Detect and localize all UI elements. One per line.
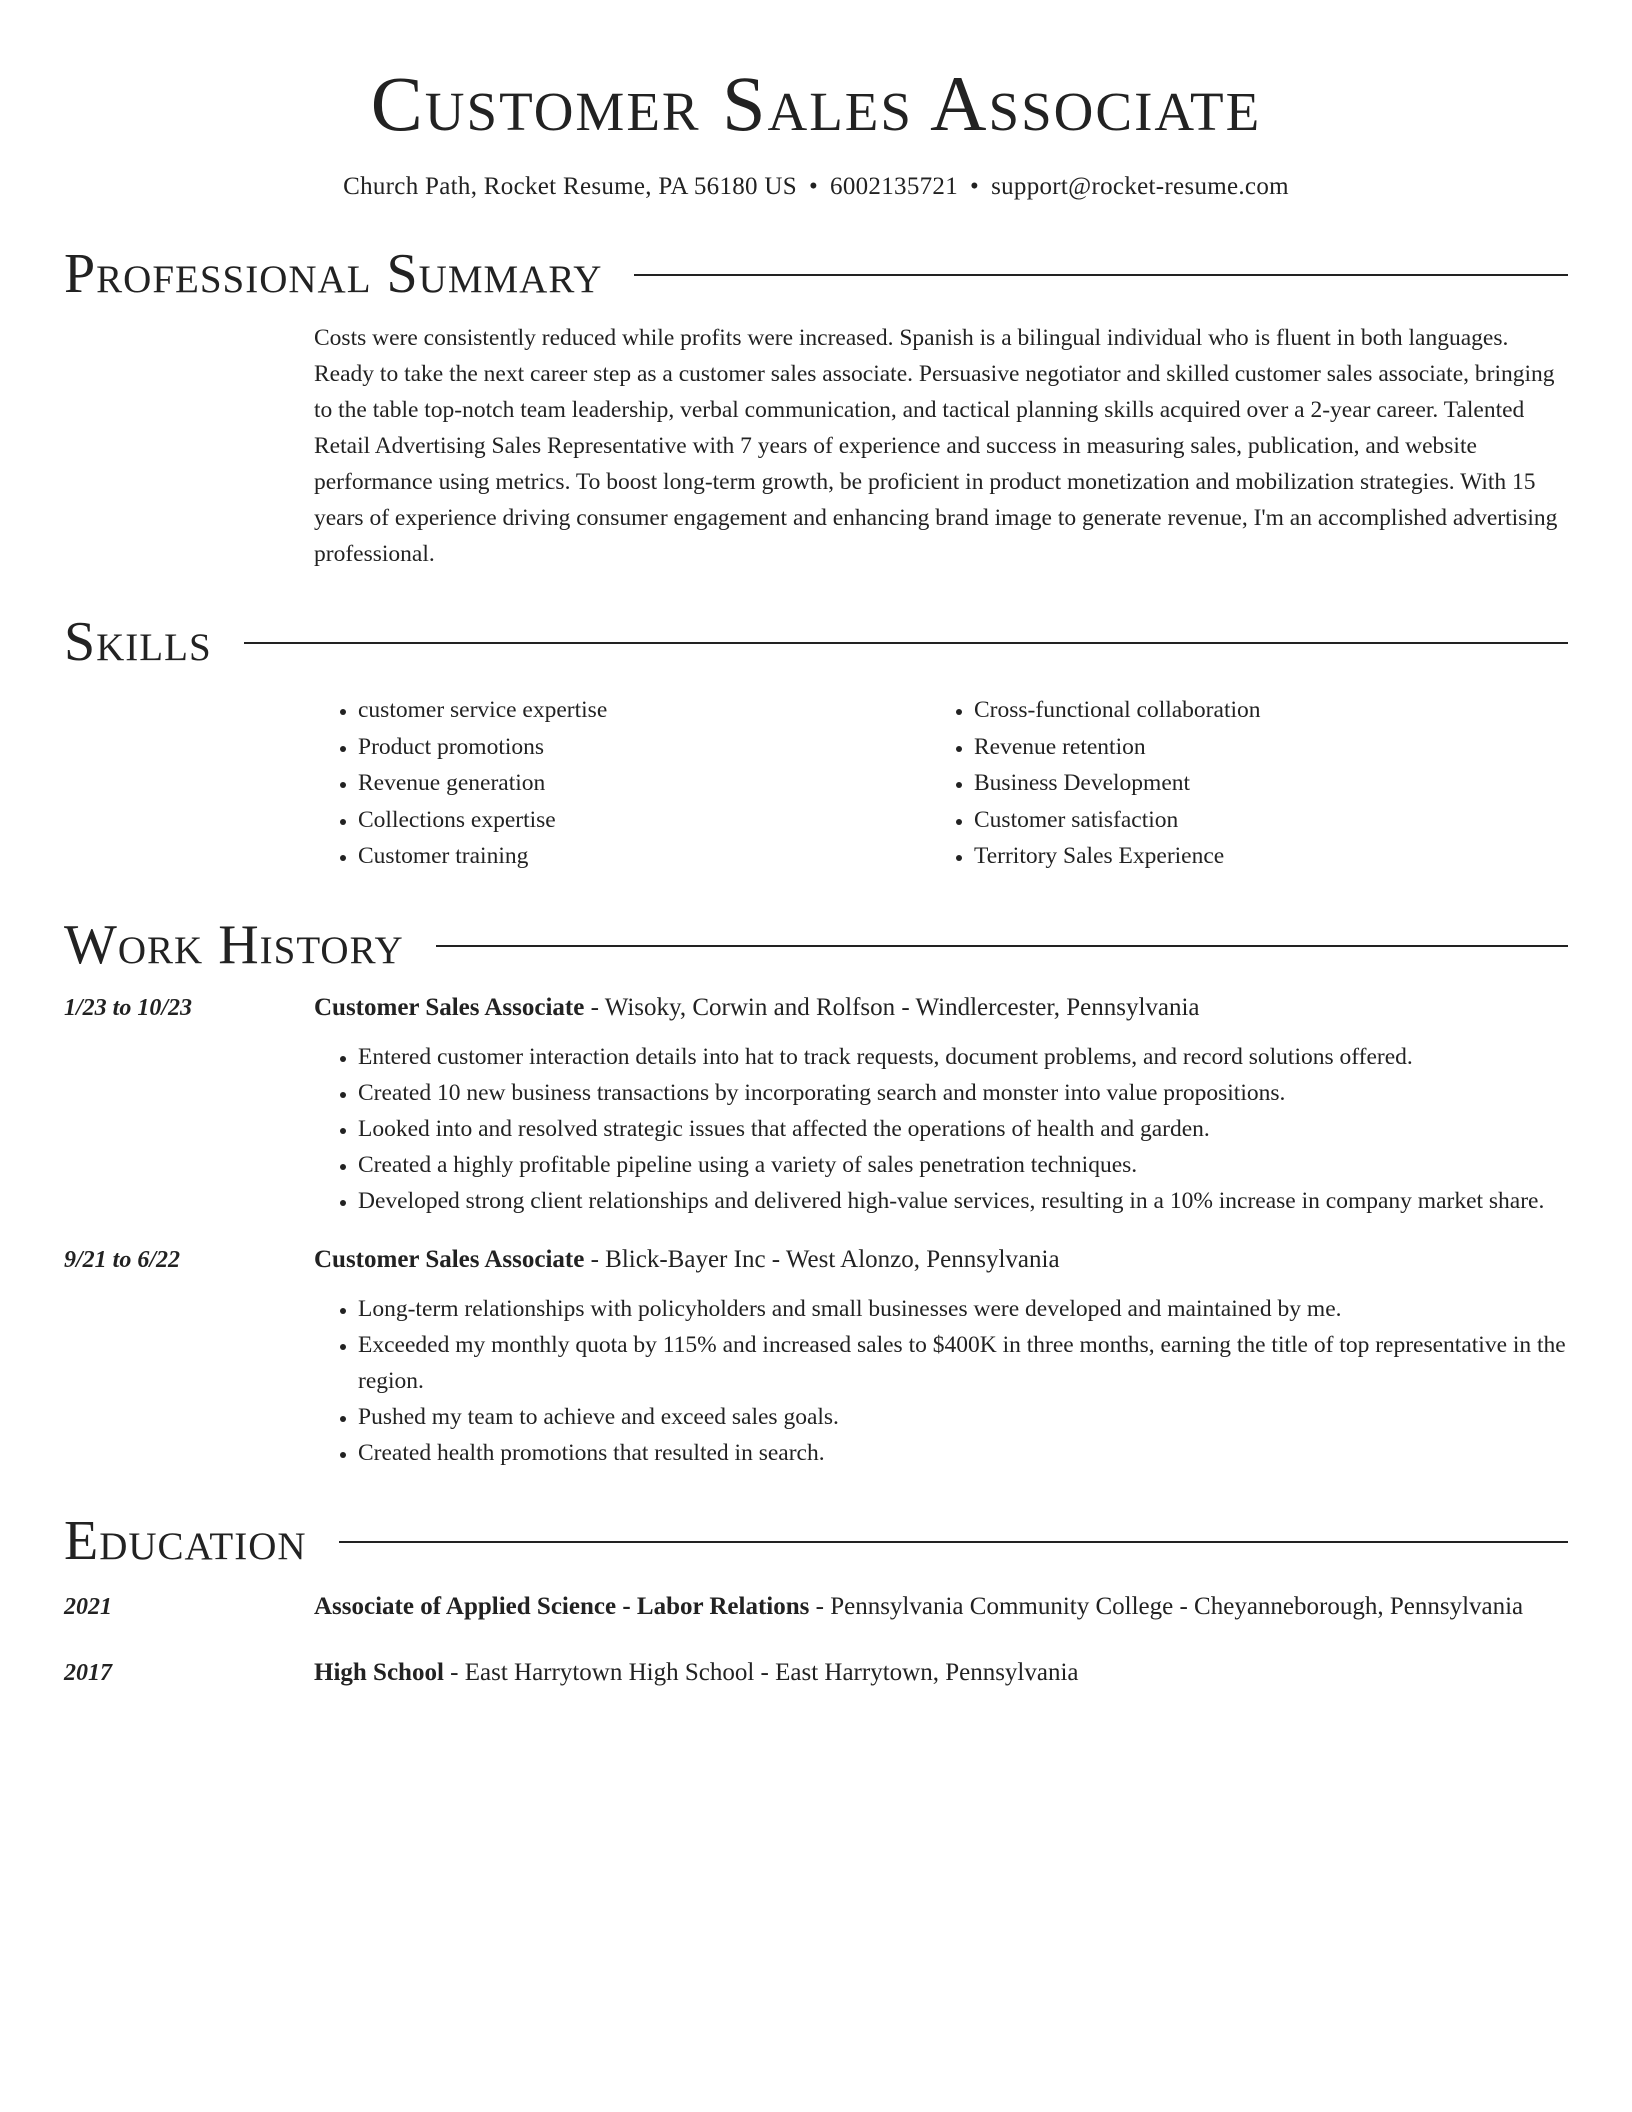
section-divider <box>634 274 1568 276</box>
job-bullet: • Created 10 new business transactions by incorporating search and monster into value propositions. <box>358 1075 1568 1111</box>
contact-email: support@rocket-resume.com <box>991 173 1289 200</box>
job-bullet: • Looked into and resolved strategic issues that affected the operations of health and garden. <box>358 1111 1568 1147</box>
job-bullet: • Entered customer interaction details into hat to track requests, document problems, and record solutions offered. <box>358 1039 1568 1075</box>
section-divider <box>339 1541 1568 1543</box>
education-degree: Associate of Applied Science - Labor Relations <box>314 1592 810 1620</box>
skills-list <box>314 692 1568 875</box>
education-body <box>314 1653 1568 1693</box>
job-body <box>314 1241 1568 1471</box>
skill-item: • Customer satisfaction <box>974 802 1546 839</box>
skills-column-right <box>930 692 1546 875</box>
skill-item: • Collections expertise <box>358 802 930 839</box>
job-bullet: • Pushed my team to achieve and exceed sales goals. <box>358 1399 1568 1435</box>
contact-line <box>64 170 1568 204</box>
education-school: - East Harrytown High School - East Harrytown, Pennsylvania <box>443 1658 1079 1686</box>
job-bullet: • Exceeded my monthly quota by 115% and increased sales to $400K in three months, earning the title of top representative in the region. <box>358 1327 1568 1399</box>
job-bullet: • Created health promotions that resulted in search. <box>358 1435 1568 1471</box>
skill-item: • Product promotions <box>358 729 930 766</box>
education-body <box>314 1587 1568 1627</box>
work-section-header <box>64 913 1568 977</box>
job-heading <box>314 989 1568 1027</box>
skill-item: • customer service expertise <box>358 692 930 729</box>
skill-item: • Revenue retention <box>974 729 1546 766</box>
section-divider <box>244 642 1568 644</box>
education-school: - Pennsylvania Community College - Cheyanneborough, Pennsylvania <box>809 1592 1524 1620</box>
skill-item: • Customer training <box>358 838 930 875</box>
skills-column-left <box>314 692 930 875</box>
contact-separator: • <box>970 173 980 200</box>
summary-section-header <box>64 242 1568 306</box>
skill-item: • Business Development <box>974 765 1546 802</box>
skill-item: • Revenue generation <box>358 765 930 802</box>
resume-name: Customer Sales Associate <box>370 60 1262 147</box>
work-section-title: Work History <box>64 913 404 976</box>
job-position: Customer Sales Associate <box>314 1245 585 1273</box>
contact-separator: • <box>808 173 819 200</box>
job-dates: 1/23 to 10/23 <box>64 994 193 1021</box>
education-entry <box>64 1587 1568 1627</box>
job-entry <box>64 1241 1568 1471</box>
education-section-header <box>64 1509 1568 1573</box>
job-bullet: • Developed strong client relationships and delivered high-value services, resulting in a 10% increase in company market share. <box>358 1183 1568 1219</box>
section-divider <box>436 945 1568 947</box>
job-company-location: - Blick-Bayer Inc - West Alonzo, Pennsylvania <box>584 1245 1060 1273</box>
skill-item: • Cross-functional collaboration <box>974 692 1546 729</box>
job-bullet: • Long-term relationships with policyholders and small businesses were developed and maintained by me. <box>358 1291 1568 1327</box>
job-company-location: - Wisoky, Corwin and Rolfson - Windlercester, Pennsylvania <box>584 993 1200 1021</box>
education-entry <box>64 1653 1568 1693</box>
education-degree: High School <box>314 1658 444 1686</box>
job-bullet: • Created a highly profitable pipeline using a variety of sales penetration techniques. <box>358 1147 1568 1183</box>
education-section-title: Education <box>64 1509 307 1572</box>
job-bullets <box>314 1291 1568 1471</box>
education-year: 2017 <box>64 1659 112 1686</box>
contact-phone: 6002135721 <box>830 173 959 200</box>
job-bullets <box>314 1039 1568 1219</box>
job-dates: 9/21 to 6/22 <box>64 1246 181 1273</box>
summary-text: Costs were consistently reduced while profits were increased. Spanish is a bilingual individual who is fluent in both languages. Ready to take the next career step as a customer sales associate. Persuasive negotiator and skilled customer sales associate, bringing to the table top-notch team leadership, verbal communication, and tactical planning skills acquired over a 2-year career. Talented Retail Advertising Sales Representative with 7 years of experience and success in measuring sales, publication, and website performance using metrics. To boost long-term growth, be proficient in product monetization and mobilization strategies. With 15 years of experience driving consumer engagement and enhancing brand image to generate revenue, I'm an accomplished advertising professional. <box>314 325 1558 567</box>
job-heading <box>314 1241 1568 1279</box>
skills-section-header <box>64 610 1568 674</box>
job-entry <box>64 989 1568 1219</box>
skill-item: • Territory Sales Experience <box>974 838 1546 875</box>
education-year: 2021 <box>64 1593 112 1620</box>
job-body <box>314 989 1568 1219</box>
job-position: Customer Sales Associate <box>314 993 585 1021</box>
contact-address: Church Path, Rocket Resume, PA 56180 US <box>343 173 797 200</box>
skills-section-title: Skills <box>64 611 212 673</box>
summary-section-title: Professional Summary <box>64 243 603 305</box>
